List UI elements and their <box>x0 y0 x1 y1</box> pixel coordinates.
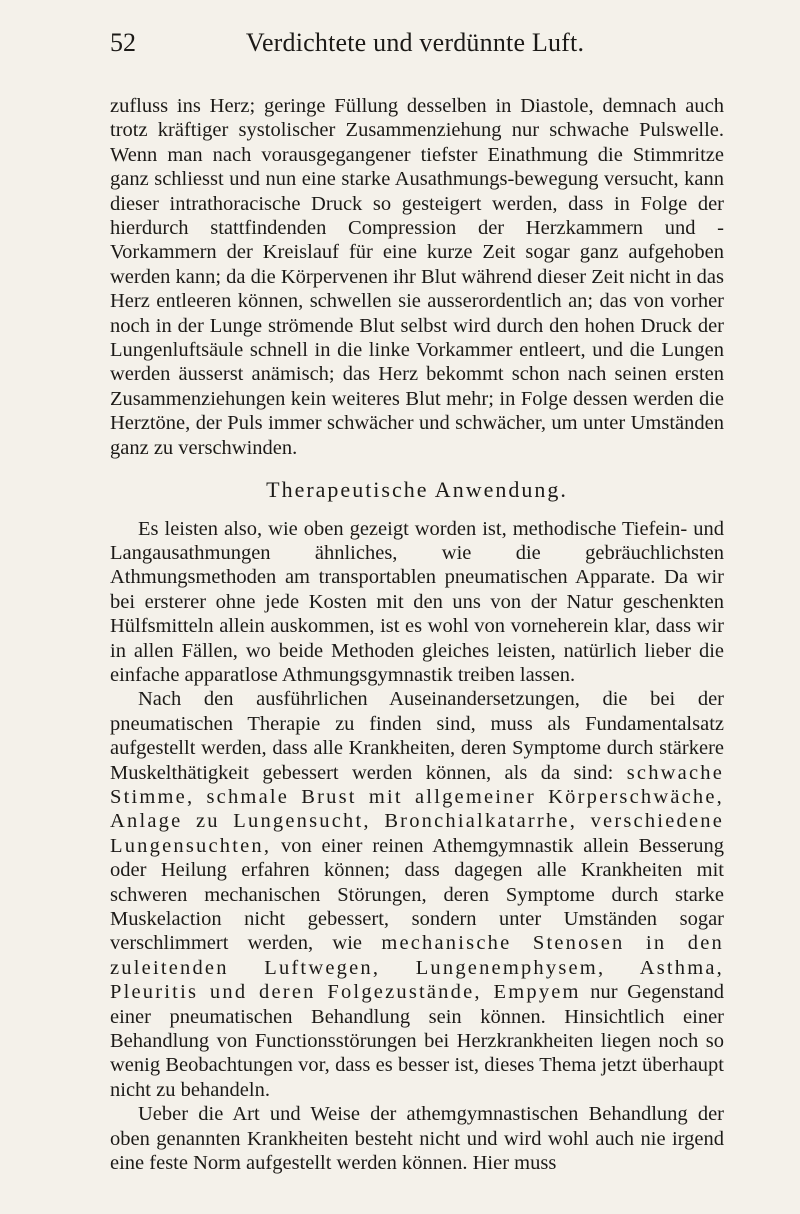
paragraph <box>110 687 724 1102</box>
page-header <box>110 28 720 62</box>
paragraph-continued: zufluss ins Herz; geringe Füllung desselben in Diastole, demnach auch trotz kräftiger systolischer Zusammenziehung nur schwache Pulswelle. Wenn man nach vorausgegangener tiefster Einathmung die Stimmritze ganz schliesst und nun eine starke Ausathmungs-bewegung versucht, kann dieser intrathoracische Druck so gesteigert werden, dass in Folge der hierdurch stattfindenden Compression der Herzkammern und -Vorkammern der Kreislauf für eine kurze Zeit sogar ganz aufgehoben werden kann; da die Körpervenen ihr Blut während dieser Zeit nicht in das Herz entleeren können, schwellen sie ausserordentlich an; das von vorher noch in der Lunge strömende Blut selbst wird durch den hohen Druck der Lungenluftsäule schnell in die linke Vorkammer entleert, und die Lungen werden äusserst anämisch; das Herz bekommt schon nach seinen ersten Zusammenziehungen kein weiteres Blut mehr; in Folge dessen werden die Herztöne, der Puls immer schwächer und schwächer, um unter Umständen ganz zu verschwinden. <box>110 95 724 459</box>
page-number: 52 <box>110 28 136 57</box>
paragraph-text: von einer reinen Athemgymnastik allein Besserung oder Heilung erfahren können; dass dagegen alle Krankheiten mit schweren mechanischen Störungen, deren Symptome durch starke Muskelaction nicht gebessert, sondern unter Umständen sogar verschlimmert werden, wie <box>110 834 724 955</box>
page-body <box>110 94 724 1175</box>
paragraph-text: nur Gegenstand einer pneumatischen Behandlung sein können. Hinsichtlich einer Behandlung von Functionsstörungen bei Herzkrankheiten liegen noch so wenig Beobachtungen vor, dass es besser ist, dieses Thema jetzt überhaupt nicht zu behandeln. <box>110 981 724 1101</box>
running-title: Verdichtete und verdünnte Luft. <box>245 28 585 57</box>
paragraph: Es leisten also, wie oben gezeigt worden ist, methodische Tiefein- und Langausathmungen ähnliches, wie die gebräuchlichsten Athmungsmethoden am transportablen pneumatischen Apparate. Da wir bei ersterer ohne jede Kosten mit den uns von der Natur geschenkten Hülfsmitteln allein auskommen, ist es wohl von vorneherein klar, dass wir in allen Fällen, wo beide Methoden gleiches leisten, natürlich lieber die einfache apparatlose Athmungsgymnastik treiben lassen. <box>110 517 724 686</box>
paragraph-text: Nach den ausführlichen Auseinandersetzungen, die bei der pneumatischen Therapie zu finden sind, muss als Fundamentalsatz aufgestellt werden, dass alle Krankheiten, deren Symptome durch stärkere Muskelthätigkeit gebessert werden können, als da sind: <box>110 688 724 784</box>
spaced-emphasis: mechanische Stenosen in den zuleitenden Luftwegen, Lungenemphysem, Asthma, Pleuritis und deren Folgezustände, Empyem <box>110 932 724 1004</box>
paragraph: Ueber die Art und Weise der athemgymnastischen Behandlung der oben genannten Krankheiten besteht nicht und wird wohl auch nie irgend eine feste Norm aufgestellt werden können. Hier muss <box>110 1103 724 1175</box>
section-heading: Therapeutische Anwendung. <box>266 477 568 503</box>
spaced-emphasis: schwache Stimme, schmale Brust mit allgemeiner Körperschwäche, Anlage zu Lungensucht, Bronchialkatarrhe, verschiedene Lungensuchten, <box>110 761 724 857</box>
